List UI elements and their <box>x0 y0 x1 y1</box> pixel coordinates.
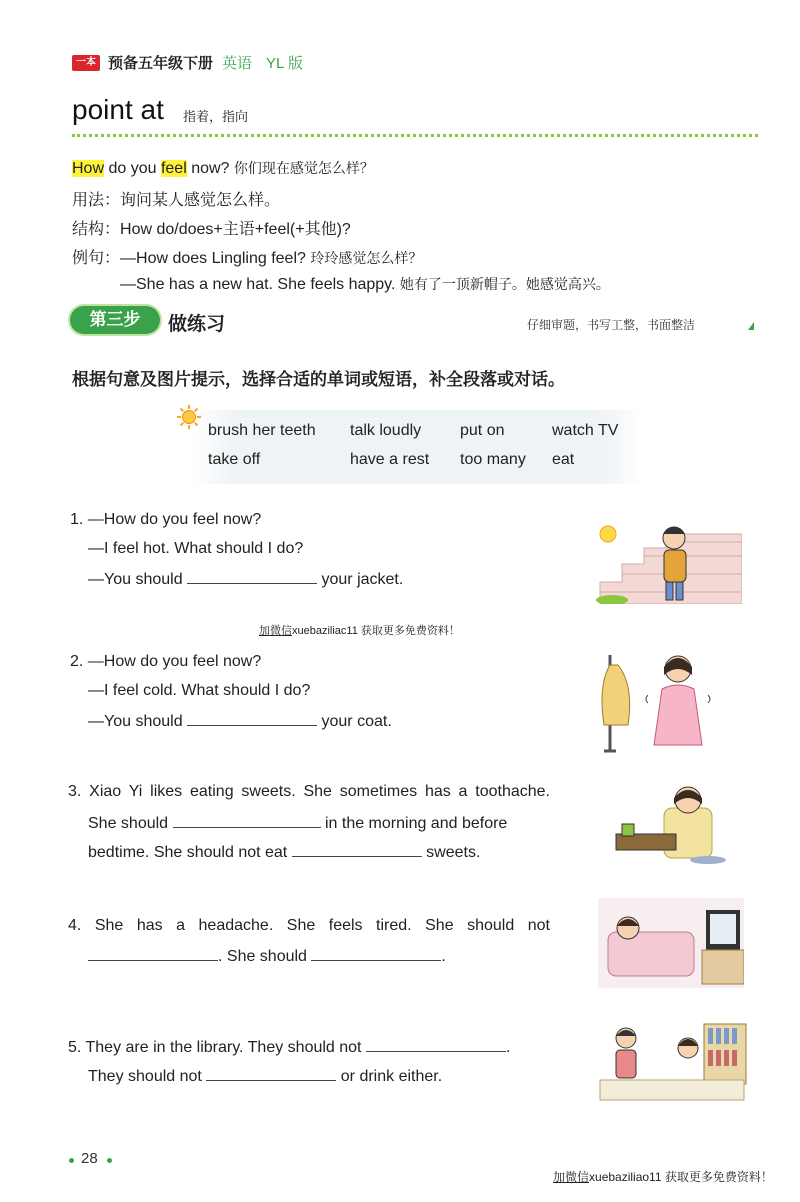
q4-answer-blank-2[interactable] <box>311 946 441 961</box>
page-number: 28 <box>81 1150 98 1167</box>
vocab-word: point at <box>72 94 164 125</box>
q3-prefix-2: bedtime. She should not eat <box>88 844 288 861</box>
watermark-bottom <box>553 1168 773 1185</box>
highlight-how: How <box>72 160 105 177</box>
q1-line1: 1. —How do you feel now? <box>70 511 262 528</box>
word-bank-item: watch TV <box>552 422 619 439</box>
q5-suffix: or drink either. <box>340 1068 443 1085</box>
q1-answer-blank[interactable] <box>187 569 317 584</box>
q4-suffix: . <box>441 948 446 965</box>
toothache-girl-illustration <box>612 780 732 866</box>
word-bank-item: put on <box>460 422 505 439</box>
structure-text: How do/does+主语+feel(+其他)? <box>120 221 351 238</box>
word-bank-item: eat <box>552 451 575 468</box>
step-badge: 第三步 <box>70 306 160 334</box>
example-1-text: —How does Lingling feel? <box>120 250 306 267</box>
hot-boy-illustration <box>592 512 742 604</box>
q5-line2 <box>88 1066 442 1086</box>
usage-line <box>72 187 280 210</box>
book-title: 预备五年级下册 <box>108 55 214 72</box>
q3-answer-blank-1[interactable] <box>173 813 321 828</box>
example-line-1 <box>72 245 422 268</box>
watermark-text: xuebaziliac11 获取更多免费资料！ <box>292 625 460 637</box>
publisher-logo: 一本 <box>72 55 100 71</box>
q4-line2 <box>88 946 446 966</box>
watermark-bottom-prefix: 加微信 <box>553 1170 590 1184</box>
q1-line2: —I feel hot. What should I do? <box>88 540 304 557</box>
structure-label: 结构： <box>72 221 121 238</box>
q4-line1: 4. She has a headache. She feels tired. She should not <box>68 917 550 934</box>
edition-label: YL 版 <box>266 55 303 72</box>
q4-answer-blank-1[interactable] <box>88 946 218 961</box>
watermark-bottom-text: xuebaziliao11 获取更多免费资料！ <box>589 1170 773 1184</box>
q1-line3 <box>88 569 403 589</box>
word-bank-item: take off <box>208 451 261 468</box>
q3-prefix: She should <box>88 815 169 832</box>
step-title: 做练习 <box>168 314 226 335</box>
q2-line2: —I feel cold. What should I do? <box>88 682 311 699</box>
vocab-meaning: 指着，指向 <box>183 110 249 125</box>
example-2-translation: 她有了一顶新帽子。她感觉高兴。 <box>399 277 610 293</box>
q2-line1: 2. —How do you feel now? <box>70 653 262 670</box>
page-dot-left <box>69 1158 74 1163</box>
q3-answer-blank-2[interactable] <box>292 842 422 857</box>
sentence-translation: 你们现在感觉怎么样？ <box>233 161 374 177</box>
library-children-illustration <box>596 1020 748 1104</box>
exercise-instruction: 根据句意及图片提示，选择合适的单词或短语，补全段落或对话。 <box>72 370 565 389</box>
q3-suffix: sweets. <box>426 844 481 861</box>
highlight-feel: feel <box>160 160 187 177</box>
q5-answer-blank-1[interactable] <box>366 1037 506 1052</box>
example-line-2 <box>120 274 610 294</box>
headache-girl-illustration <box>598 898 744 988</box>
tip-corner-mark <box>748 322 754 330</box>
dotted-divider <box>72 134 758 137</box>
usage-label: 用法： <box>72 192 121 209</box>
q3-middle: in the morning and before <box>324 815 508 832</box>
q2-answer-blank[interactable] <box>187 711 317 726</box>
q3-line3 <box>88 842 480 862</box>
cold-girl-illustration <box>598 645 718 753</box>
page-dot-right <box>107 1158 112 1163</box>
word-bank-item: talk loudly <box>350 422 422 439</box>
word-bank-item: too many <box>460 451 526 468</box>
subject-label: 英语 <box>222 55 253 72</box>
q2-suffix: your coat. <box>321 713 392 730</box>
word-bank-item: have a rest <box>350 451 430 468</box>
structure-line <box>72 216 351 239</box>
grammar-sentence <box>72 158 374 178</box>
sentence-end: now? <box>186 160 230 177</box>
word-bank-item: brush her teeth <box>208 422 316 439</box>
q3-line2 <box>88 813 507 833</box>
q4-middle: . She should <box>218 948 307 965</box>
example-label: 例句： <box>72 250 121 267</box>
sun-icon <box>176 404 202 430</box>
example-1-translation: 玲玲感觉怎么样？ <box>310 251 423 267</box>
step-tip: 仔细审题，书写工整，书面整洁 <box>527 318 696 332</box>
sentence-mid: do you <box>104 160 161 177</box>
q5-line1 <box>68 1037 510 1057</box>
q5-prefix-2: They should not <box>88 1068 202 1085</box>
q3-line1: 3. Xiao Yi likes eating sweets. She sometimes has a toothache. <box>68 783 550 800</box>
q2-prefix: —You should <box>88 713 183 730</box>
q1-prefix: —You should <box>88 571 183 588</box>
watermark-prefix: 加微信 <box>259 625 292 637</box>
q1-suffix: your jacket. <box>321 571 404 588</box>
q5-answer-blank-2[interactable] <box>206 1066 336 1081</box>
usage-text: 询问某人感觉怎么样。 <box>120 192 281 209</box>
q5-period: . <box>505 1039 511 1056</box>
q5-prefix: 5. They are in the library. They should not <box>68 1039 362 1056</box>
example-2-text: —She has a new hat. She feels happy. <box>120 276 396 293</box>
watermark <box>259 622 460 638</box>
q2-line3 <box>88 711 392 731</box>
